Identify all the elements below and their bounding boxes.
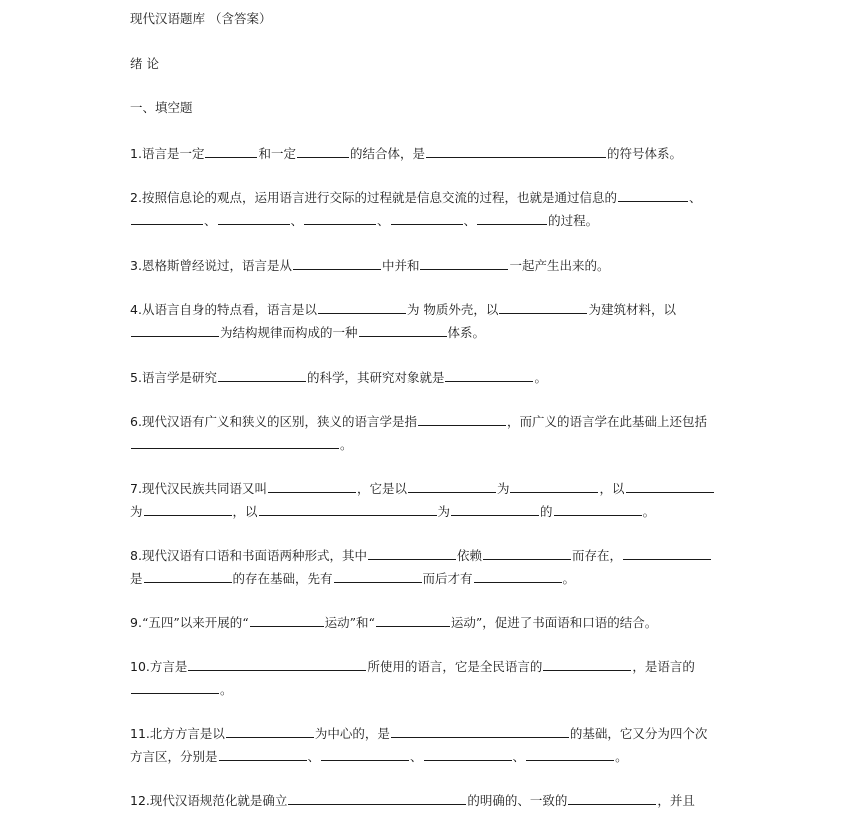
separator: 、	[204, 213, 217, 228]
question-text: 按照信息论的观点，运用语言进行交际的过程就是信息交流的过程，也就是通过信息的	[141, 190, 617, 205]
question-text: 方言区，分别是	[130, 749, 218, 764]
answer-blank[interactable]	[131, 436, 339, 449]
question-text: 北方方言是以	[149, 726, 225, 741]
question-text: 的科学，其研究对象就是	[306, 370, 445, 385]
answer-blank[interactable]	[618, 189, 688, 202]
question-text: 为 物质外壳，以	[406, 302, 499, 317]
answer-blank[interactable]	[205, 145, 257, 158]
separator: 、	[512, 749, 526, 764]
separator: 、	[410, 749, 423, 764]
question-10-line-1	[130, 658, 695, 675]
question-number: 12.	[130, 793, 150, 808]
question-number: 2.	[130, 190, 142, 205]
question-text: 。	[340, 437, 353, 452]
chapter-heading: 绪 论	[130, 56, 159, 71]
answer-blank[interactable]	[334, 570, 422, 583]
question-text: 为结构规律而构成的一种	[220, 325, 358, 340]
question-number: 3.	[130, 258, 142, 273]
question-text: 而后才有	[422, 571, 473, 586]
question-2-line-2	[130, 212, 598, 229]
question-text: 语言是一定	[141, 146, 205, 161]
answer-blank[interactable]	[250, 614, 324, 627]
answer-blank[interactable]	[218, 369, 306, 382]
question-text: 现代汉语有口语和书面语两种形式，其中	[141, 548, 367, 563]
question-text: 的	[540, 504, 553, 519]
question-5	[130, 369, 547, 386]
answer-blank[interactable]	[474, 570, 562, 583]
question-12	[130, 792, 695, 809]
question-text: 而存在，	[571, 548, 622, 563]
question-7-line-1	[130, 480, 715, 497]
answer-blank[interactable]	[554, 503, 642, 516]
question-4-line-1	[130, 301, 676, 318]
answer-blank[interactable]	[318, 301, 406, 314]
answer-blank[interactable]	[219, 748, 307, 761]
separator: 、	[307, 749, 321, 764]
question-text: 为	[496, 481, 510, 496]
separator: 、	[463, 213, 477, 228]
question-text: 。	[642, 504, 656, 519]
answer-blank[interactable]	[144, 503, 232, 516]
question-text: 体系。	[447, 325, 486, 340]
question-text: ，它是以	[356, 481, 407, 496]
question-text: 为中心的，是	[314, 726, 390, 741]
question-number: 8.	[130, 548, 142, 563]
question-text: 一起产生出来的。	[509, 258, 610, 273]
question-text: 的结合体，是	[349, 146, 425, 161]
question-8-line-1	[130, 547, 712, 564]
question-3	[130, 257, 609, 274]
document-title: 现代汉语题库 （含答案）	[130, 11, 272, 26]
answer-blank[interactable]	[131, 681, 219, 694]
question-text: 的存在基础，先有	[232, 571, 333, 586]
answer-blank[interactable]	[144, 570, 232, 583]
question-4-line-2	[130, 324, 485, 341]
answer-blank[interactable]	[424, 748, 512, 761]
answer-blank[interactable]	[391, 725, 569, 738]
answer-blank[interactable]	[426, 145, 606, 158]
question-text: 依赖	[456, 548, 482, 563]
question-text: 中并和	[381, 258, 420, 273]
answer-blank[interactable]	[131, 324, 219, 337]
answer-blank[interactable]	[268, 480, 356, 493]
answer-blank[interactable]	[259, 503, 437, 516]
question-text: ，而广义的语言学在此基础上还包括	[506, 414, 707, 429]
question-text: 运动”和“	[324, 615, 375, 630]
question-text: 运动”，促进了书面语和口语的结合。	[450, 615, 658, 630]
question-2-line-1	[130, 189, 701, 206]
answer-blank[interactable]	[408, 480, 496, 493]
question-text: 的基础，它又分为四个次	[569, 726, 708, 741]
question-1	[130, 145, 682, 162]
question-text: 。	[220, 682, 233, 697]
question-text: 为	[437, 504, 451, 519]
question-text: 现代汉语规范化就是确立	[149, 793, 288, 808]
answer-blank[interactable]	[626, 480, 714, 493]
question-6-line-2	[130, 436, 353, 453]
question-9	[130, 614, 657, 631]
answer-blank[interactable]	[218, 212, 290, 225]
answer-blank[interactable]	[321, 748, 409, 761]
question-number: 7.	[130, 481, 142, 496]
answer-blank[interactable]	[188, 658, 366, 671]
separator: 、	[377, 213, 390, 228]
answer-blank[interactable]	[359, 324, 447, 337]
answer-blank[interactable]	[510, 480, 598, 493]
question-number: 9.	[130, 615, 142, 630]
question-text: ，以	[232, 504, 258, 519]
question-text: 和一定	[258, 146, 296, 161]
question-number: 4.	[130, 302, 142, 317]
question-text: 所使用的语言，它是全民语言的	[367, 659, 543, 674]
answer-blank[interactable]	[568, 792, 656, 805]
question-text: 。	[562, 571, 576, 586]
question-11-line-2	[130, 748, 628, 765]
question-number: 10.	[130, 659, 150, 674]
answer-blank[interactable]	[526, 748, 614, 761]
question-number: 1.	[130, 146, 142, 161]
question-text: 为建筑材料，以	[588, 302, 676, 317]
question-text: ，并且	[657, 793, 695, 808]
answer-blank[interactable]	[543, 658, 631, 671]
answer-blank[interactable]	[297, 145, 349, 158]
answer-blank[interactable]	[418, 413, 506, 426]
answer-blank[interactable]	[623, 547, 711, 560]
question-10-line-2	[130, 681, 233, 698]
answer-blank[interactable]	[477, 212, 547, 225]
question-text: 的符号体系。	[606, 146, 682, 161]
answer-blank[interactable]	[304, 212, 376, 225]
answer-blank[interactable]	[293, 257, 381, 270]
separator: 、	[290, 213, 304, 228]
question-text: 语言学是研究	[141, 370, 217, 385]
question-text: ，是语言的	[632, 659, 695, 674]
question-text: 。	[534, 370, 547, 385]
question-text: 为	[130, 504, 143, 519]
answer-blank[interactable]	[226, 725, 314, 738]
question-6-line-1	[130, 413, 707, 430]
question-text: 现代汉语有广义和狭义的区别，狭义的语言学是指	[141, 414, 417, 429]
question-text: 方言是	[149, 659, 188, 674]
answer-blank[interactable]	[131, 212, 203, 225]
question-11-line-1	[130, 725, 707, 742]
question-text: 的过程。	[548, 213, 599, 228]
answer-blank[interactable]	[391, 212, 463, 225]
question-text: ，以	[599, 481, 625, 496]
question-text: 现代汉民族共同语又叫	[141, 481, 267, 496]
question-text: 从语言自身的特点看，语言是以	[141, 302, 317, 317]
question-text: 是	[130, 571, 143, 586]
question-text: 的明确的、一致的	[467, 793, 568, 808]
answer-blank[interactable]	[451, 503, 539, 516]
section-heading: 一、填空题	[130, 100, 193, 115]
question-text: 恩格斯曾经说过，语言是从	[141, 258, 292, 273]
answer-blank[interactable]	[445, 369, 533, 382]
question-text: “五四”以来开展的“	[141, 615, 249, 630]
answer-blank[interactable]	[368, 547, 456, 560]
answer-blank[interactable]	[420, 257, 508, 270]
answer-blank[interactable]	[483, 547, 571, 560]
answer-blank[interactable]	[376, 614, 450, 627]
question-number: 6.	[130, 414, 142, 429]
question-number: 11.	[130, 726, 150, 741]
separator: 、	[688, 190, 702, 205]
question-text: 。	[615, 749, 628, 764]
answer-blank[interactable]	[499, 301, 587, 314]
question-number: 5.	[130, 370, 142, 385]
question-7-line-2	[130, 503, 655, 520]
answer-blank[interactable]	[288, 792, 466, 805]
question-8-line-2	[130, 570, 575, 587]
